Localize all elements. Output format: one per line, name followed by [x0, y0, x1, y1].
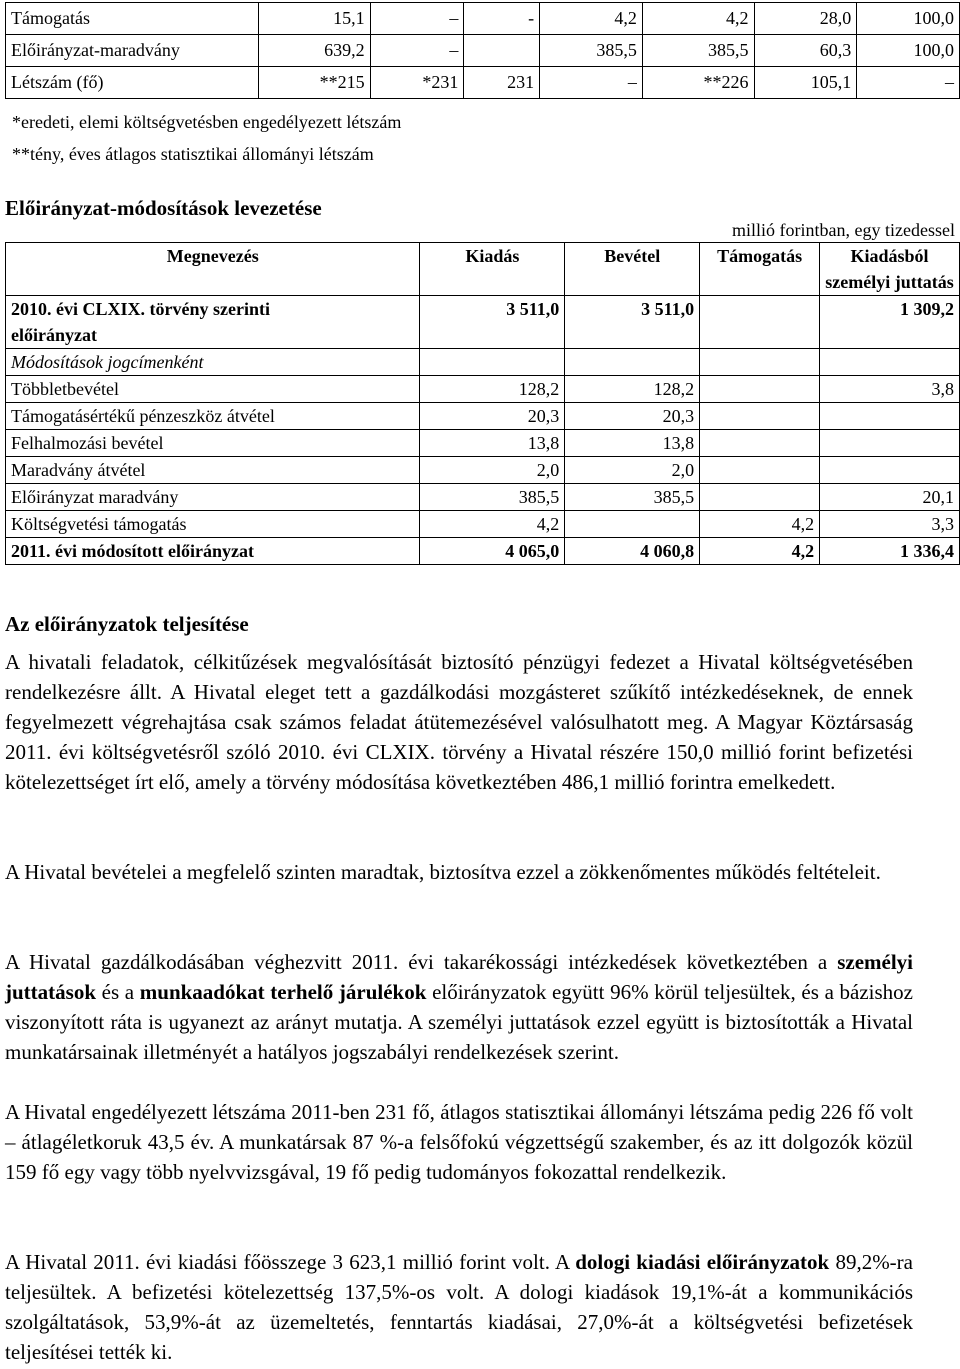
table-cell: 385,5 [565, 484, 700, 511]
paragraph-3 [5, 947, 913, 1067]
table-cell: 15,1 [259, 3, 371, 35]
row-label: Maradvány átvétel [6, 457, 420, 484]
text-run: 89,2%-ra teljesültek. A befizetési kötelezettség 137,5%-os volt. A dologi kiadások 19,1%-át a kommunikációs szolgáltatások, 53,9%-át az üzemeltetés, fenntartás kiadásai, 27,0%-át a költségvetési befizetések teljesítései tették ki. [5, 1250, 913, 1364]
table-cell: *231 [370, 67, 464, 99]
text-run: A Hivatal gazdálkodásában véghezvitt 2011. évi takarékossági intézkedések következtében a [5, 950, 838, 974]
row-label: Támogatás [6, 3, 259, 35]
bold-text: munkaadókat terhelő járulékok [139, 980, 427, 1004]
column-header: Megnevezés [6, 243, 420, 296]
table-header-row [6, 243, 960, 296]
table-row [6, 3, 960, 35]
unit-note: millió forintban, egy tizedessel [732, 220, 955, 240]
table-row [6, 67, 960, 99]
column-header: Bevétel [565, 243, 700, 296]
bold-text: dologi kiadási előirányzatok [575, 1250, 830, 1274]
table-cell: 4,2 [700, 538, 820, 565]
table-cell: 100,0 [857, 3, 960, 35]
table-cell [420, 349, 565, 376]
table-cell: 128,2 [565, 376, 700, 403]
column-header: Támogatás [700, 243, 820, 296]
table-cell [820, 457, 960, 484]
top-summary-table [5, 2, 960, 99]
table-cell: 20,3 [565, 403, 700, 430]
table-row [6, 430, 960, 457]
paragraph-1: A hivatali feladatok, célkitűzések megvalósítását biztosító pénzügyi fedezet a Hivatal költségvetésében rendelkezésre állt. A Hivatal eleget tett a gazdálkodási mozgásteret szűkítő intézkedéseknek, de ennek fegyelmezett végrehajtása csak számos feladat átütemezésével valósulhatott meg. A Magyar Köztársaság 2011. évi költségvetésről szóló 2010. évi CLXIX. törvény a Hivatal részére 150,0 millió forint befizetési kötelezettséget írt elő, amely a törvény módosítása következtében 486,1 millió forintra emelkedett. [5, 650, 913, 794]
table-cell: 105,1 [754, 67, 857, 99]
table-cell: 385,5 [540, 35, 643, 67]
table-cell: 2,0 [420, 457, 565, 484]
column-header: Kiadásból személyi juttatás [820, 243, 960, 296]
row-label: Előirányzat-maradvány [6, 35, 259, 67]
table-cell: 4,2 [540, 3, 643, 35]
table-cell: 20,1 [820, 484, 960, 511]
table-cell: – [370, 35, 464, 67]
table-cell: – [540, 67, 643, 99]
table-cell: 13,8 [565, 430, 700, 457]
table-row-total [6, 538, 960, 565]
row-label: 2011. évi módosított előirányzat [6, 538, 420, 565]
table-cell: 60,3 [754, 35, 857, 67]
table-cell: 1 309,2 [820, 296, 960, 349]
table-cell [700, 376, 820, 403]
table-row [6, 511, 960, 538]
table-cell: - [464, 3, 540, 35]
table-cell [565, 511, 700, 538]
table-cell: 639,2 [259, 35, 371, 67]
table-cell: **226 [642, 67, 754, 99]
table-row [6, 484, 960, 511]
section-title-execution: Az előirányzatok teljesítése [5, 612, 249, 636]
table-cell: 28,0 [754, 3, 857, 35]
table-cell [700, 349, 820, 376]
row-label: Felhalmozási bevétel [6, 430, 420, 457]
table-cell [700, 430, 820, 457]
bold-text: személyi juttatások [5, 950, 913, 1004]
table-cell [820, 430, 960, 457]
table-cell: – [857, 67, 960, 99]
table-cell: 4 065,0 [420, 538, 565, 565]
paragraph-2: A Hivatal bevételei a megfelelő szinten maradtak, biztosítva ezzel a zökkenőmentes működés feltételeit. [5, 860, 881, 884]
table-cell: 1 336,4 [820, 538, 960, 565]
table-cell [464, 35, 540, 67]
table-cell: 100,0 [857, 35, 960, 67]
row-label: Támogatásértékű pénzeszköz átvétel [6, 403, 420, 430]
amendments-table [5, 242, 960, 565]
table-cell: 3 511,0 [420, 296, 565, 349]
table-cell: 385,5 [420, 484, 565, 511]
table-cell [565, 349, 700, 376]
table-row [6, 296, 960, 349]
table-cell: – [370, 3, 464, 35]
table-row [6, 35, 960, 67]
section-title-amendments: Előirányzat-módosítások levezetése [5, 196, 322, 220]
row-label: 2010. évi CLXIX. törvény szerinti előirányzat [6, 296, 420, 349]
row-label: Előirányzat maradvány [6, 484, 420, 511]
table-cell: 385,5 [642, 35, 754, 67]
table-cell [700, 457, 820, 484]
paragraph-4: A Hivatal engedélyezett létszáma 2011-ben 231 fő, átlagos statisztikai állományi létszáma pedig 226 fő volt – átlagéletkoruk 43,5 év. A munkatársak 87 %-a felsőfokú végzettségű szakember, és az itt dolgozók közül 159 fő egy vagy több nyelvvizsgával, 19 fő pedig tudományos fokozattal rendelkezik. [5, 1100, 913, 1184]
row-label: Létszám (fő) [6, 67, 259, 99]
table-cell: 128,2 [420, 376, 565, 403]
table-cell: 13,8 [420, 430, 565, 457]
text-run: és a [96, 980, 140, 1004]
row-label: Többletbevétel [6, 376, 420, 403]
table-row [6, 376, 960, 403]
table-cell: 2,0 [565, 457, 700, 484]
table-cell: 4 060,8 [565, 538, 700, 565]
paragraph-5 [5, 1247, 913, 1367]
table-cell: 231 [464, 67, 540, 99]
text-run: előirányzatok együtt 96% körül teljesültek, és a bázishoz viszonyított ráta is ugyanezt az arányt mutatja. A személyi juttatások ezzel együtt is biztosították a Hivatal munkatársainak illetményét a hatályos jogszabályi rendelkezések szerint. [5, 980, 913, 1064]
table-cell: 4,2 [420, 511, 565, 538]
table-cell [820, 403, 960, 430]
row-label: Költségvetési támogatás [6, 511, 420, 538]
text-run: A Hivatal 2011. évi kiadási főösszege 3 623,1 millió forint volt. A [5, 1250, 576, 1274]
table-row [6, 349, 960, 376]
table-cell: 3,3 [820, 511, 960, 538]
table-cell [820, 349, 960, 376]
table-cell [700, 403, 820, 430]
footnote-1: *eredeti, elemi költségvetésben engedélyezett létszám [12, 112, 402, 132]
column-header: Kiadás [420, 243, 565, 296]
table-cell [700, 484, 820, 511]
table-cell: 3,8 [820, 376, 960, 403]
footnote-2: **tény, éves átlagos statisztikai állományi létszám [12, 144, 374, 164]
table-cell: 4,2 [642, 3, 754, 35]
table-cell [700, 296, 820, 349]
table-cell: 20,3 [420, 403, 565, 430]
table-row [6, 403, 960, 430]
table-cell: 4,2 [700, 511, 820, 538]
row-label: Módosítások jogcímenként [6, 349, 420, 376]
table-cell: **215 [259, 67, 371, 99]
table-cell: 3 511,0 [565, 296, 700, 349]
table-row [6, 457, 960, 484]
